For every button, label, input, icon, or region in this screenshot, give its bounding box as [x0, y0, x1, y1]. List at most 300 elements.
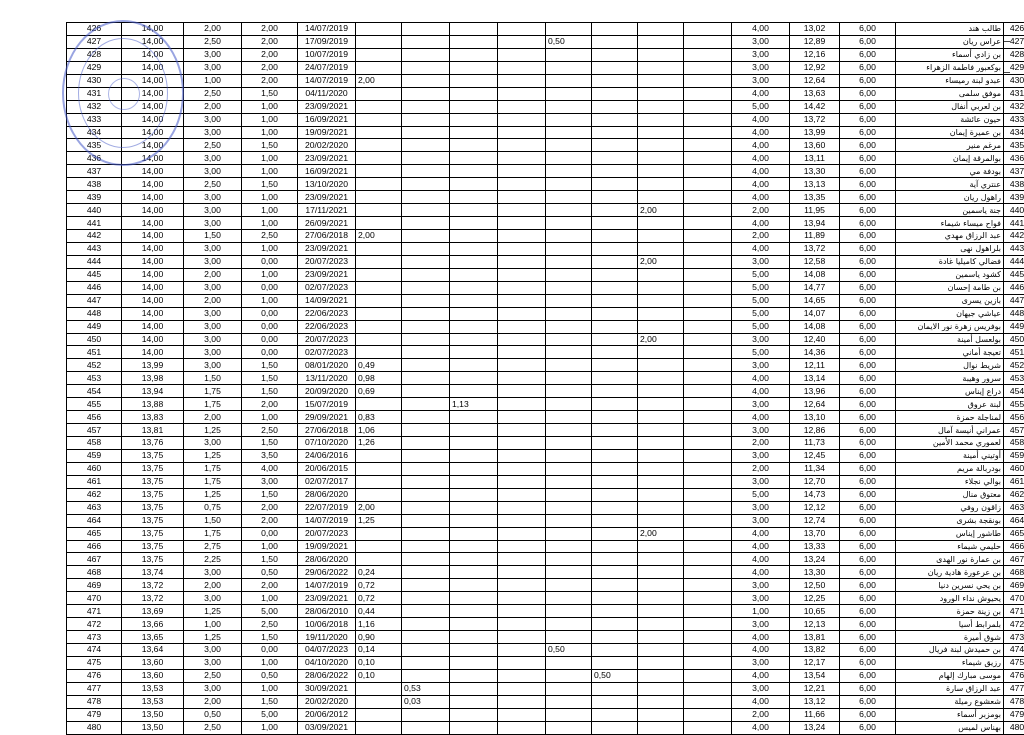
table-cell: 4,00: [732, 695, 790, 708]
table-cell: 14,00: [122, 23, 184, 36]
table-cell: [498, 424, 546, 437]
table-cell: [546, 514, 592, 527]
table-cell: [592, 721, 638, 734]
table-cell: [356, 113, 402, 126]
table-cell: 13,24: [790, 553, 840, 566]
table-cell: [498, 527, 546, 540]
table-cell: [638, 87, 684, 100]
table-cell: [498, 682, 546, 695]
table-cell: [450, 139, 498, 152]
table-cell: 443: [67, 242, 122, 255]
table-cell: [684, 191, 732, 204]
table-cell: [592, 191, 638, 204]
table-cell: 2,00: [638, 204, 684, 217]
table-cell: 13,24: [790, 721, 840, 734]
table-cell: 462: [1004, 488, 1024, 501]
table-cell: [450, 281, 498, 294]
table-cell: 14,42: [790, 100, 840, 113]
table-cell: 13,12: [790, 695, 840, 708]
table-cell: 13,75: [122, 449, 184, 462]
table-cell: [638, 708, 684, 721]
table-cell: [638, 307, 684, 320]
table-cell: 427: [1004, 35, 1024, 48]
table-cell: 14,36: [790, 346, 840, 359]
table-cell: 12,86: [790, 424, 840, 437]
table-cell: [402, 372, 450, 385]
table-cell: بومزبر أسماء: [896, 708, 1004, 721]
table-cell: 28/06/2010: [298, 605, 356, 618]
table-cell: [402, 514, 450, 527]
table-cell: [592, 501, 638, 514]
table-cell: [592, 644, 638, 657]
table-cell: 13,96: [790, 385, 840, 398]
table-cell: 6,00: [840, 514, 896, 527]
table-cell: [684, 139, 732, 152]
table-cell: [498, 126, 546, 139]
table-cell: 12,50: [790, 579, 840, 592]
table-cell: [498, 475, 546, 488]
table-cell: [546, 48, 592, 61]
table-cell: 3,00: [732, 424, 790, 437]
table-cell: 6,00: [840, 178, 896, 191]
table-cell: 14,00: [122, 320, 184, 333]
table-cell: [684, 320, 732, 333]
table-cell: [546, 204, 592, 217]
table-cell: 11,89: [790, 230, 840, 243]
table-cell: بن طامة إحسان: [896, 281, 1004, 294]
table-cell: 13,69: [122, 605, 184, 618]
table-cell: [498, 631, 546, 644]
table-cell: [402, 320, 450, 333]
table-cell: 1,75: [184, 385, 242, 398]
table-cell: زاقون روفي: [896, 501, 1004, 514]
margin-tick: [1004, 41, 1010, 42]
table-cell: [638, 242, 684, 255]
table-cell: [498, 333, 546, 346]
table-cell: 0,00: [242, 644, 298, 657]
table-row: [67, 475, 1024, 488]
table-cell: [592, 592, 638, 605]
table-cell: 1,00: [242, 126, 298, 139]
table-cell: [546, 152, 592, 165]
table-cell: [592, 87, 638, 100]
table-cell: [592, 359, 638, 372]
table-cell: [402, 708, 450, 721]
table-cell: جنة ياسمين: [896, 204, 1004, 217]
table-cell: 1,00: [184, 618, 242, 631]
table-cell: 2,00: [242, 579, 298, 592]
table-cell: 429: [67, 61, 122, 74]
ranking-table: [66, 22, 1024, 735]
table-cell: [592, 35, 638, 48]
table-cell: [356, 721, 402, 734]
table-cell: 460: [1004, 462, 1024, 475]
table-cell: 3,00: [732, 475, 790, 488]
table-cell: 6,00: [840, 398, 896, 411]
table-cell: 14,65: [790, 294, 840, 307]
table-cell: [498, 113, 546, 126]
table-cell: 479: [67, 708, 122, 721]
table-cell: 3,00: [732, 359, 790, 372]
table-cell: 29/09/2021: [298, 411, 356, 424]
table-cell: [546, 255, 592, 268]
table-cell: 428: [1004, 48, 1024, 61]
table-cell: 28/06/2020: [298, 553, 356, 566]
table-row: [67, 74, 1024, 87]
table-cell: [684, 605, 732, 618]
table-cell: [356, 126, 402, 139]
table-cell: 6,00: [840, 255, 896, 268]
table-cell: 0,10: [356, 656, 402, 669]
table-cell: 476: [1004, 669, 1024, 682]
table-cell: 3,00: [732, 501, 790, 514]
table-cell: 1,00: [242, 191, 298, 204]
table-cell: 1,00: [242, 656, 298, 669]
table-cell: [356, 48, 402, 61]
table-cell: [356, 139, 402, 152]
table-cell: [356, 61, 402, 74]
table-cell: 6,00: [840, 165, 896, 178]
table-cell: [546, 682, 592, 695]
table-cell: 1,75: [184, 475, 242, 488]
table-cell: [498, 372, 546, 385]
table-cell: 13,94: [790, 217, 840, 230]
table-row: [67, 307, 1024, 320]
table-cell: 1,50: [242, 631, 298, 644]
table-cell: 4,00: [732, 566, 790, 579]
table-cell: 438: [1004, 178, 1024, 191]
table-cell: 20/06/2012: [298, 708, 356, 721]
table-cell: 3,00: [732, 656, 790, 669]
table-cell: بوالي نجلاء: [896, 475, 1004, 488]
table-cell: 1,50: [242, 437, 298, 450]
table-cell: 464: [67, 514, 122, 527]
table-cell: 463: [1004, 501, 1024, 514]
table-cell: 465: [1004, 527, 1024, 540]
table-row: [67, 255, 1024, 268]
table-cell: 430: [1004, 74, 1024, 87]
table-cell: [356, 333, 402, 346]
table-cell: فضالي كاميليا غادة: [896, 255, 1004, 268]
table-row: [67, 165, 1024, 178]
table-cell: [356, 527, 402, 540]
table-cell: 14,00: [122, 307, 184, 320]
table-cell: [450, 165, 498, 178]
table-cell: [450, 23, 498, 36]
table-cell: 460: [67, 462, 122, 475]
table-cell: 1,25: [356, 514, 402, 527]
table-cell: [592, 553, 638, 566]
table-cell: بودفة مي: [896, 165, 1004, 178]
table-row: [67, 191, 1024, 204]
table-cell: 3,00: [184, 126, 242, 139]
table-cell: [684, 152, 732, 165]
table-cell: 477: [1004, 682, 1024, 695]
table-cell: 1,25: [184, 449, 242, 462]
table-cell: 13,75: [122, 501, 184, 514]
table-cell: 20/07/2023: [298, 255, 356, 268]
table-cell: 11,95: [790, 204, 840, 217]
table-cell: 455: [67, 398, 122, 411]
table-cell: 2,00: [184, 411, 242, 424]
table-cell: 6,00: [840, 475, 896, 488]
table-cell: [402, 618, 450, 631]
table-cell: بهناس لميس: [896, 721, 1004, 734]
table-cell: [498, 74, 546, 87]
table-cell: 08/01/2020: [298, 359, 356, 372]
table-cell: [356, 553, 402, 566]
table-cell: سرور وهيبة: [896, 372, 1004, 385]
table-cell: [684, 695, 732, 708]
table-cell: 3,00: [732, 592, 790, 605]
table-cell: [546, 178, 592, 191]
table-cell: 6,00: [840, 540, 896, 553]
table-cell: [450, 437, 498, 450]
table-cell: [498, 48, 546, 61]
table-cell: 6,00: [840, 126, 896, 139]
table-cell: 467: [1004, 553, 1024, 566]
table-cell: 428: [67, 48, 122, 61]
table-cell: [498, 268, 546, 281]
table-cell: 0,00: [242, 346, 298, 359]
table-cell: 5,00: [732, 281, 790, 294]
table-row: [67, 35, 1024, 48]
table-cell: [592, 217, 638, 230]
table-cell: [498, 385, 546, 398]
table-cell: 29/06/2022: [298, 566, 356, 579]
table-cell: 445: [1004, 268, 1024, 281]
table-cell: [356, 23, 402, 36]
table-cell: 429: [1004, 61, 1024, 74]
table-cell: [684, 230, 732, 243]
table-cell: 6,00: [840, 618, 896, 631]
table-cell: [498, 139, 546, 152]
table-cell: [402, 566, 450, 579]
table-row: [67, 514, 1024, 527]
table-cell: 1,00: [242, 540, 298, 553]
table-cell: [592, 320, 638, 333]
table-cell: [684, 204, 732, 217]
table-cell: [684, 281, 732, 294]
table-cell: 438: [67, 178, 122, 191]
table-cell: [450, 514, 498, 527]
table-cell: 6,00: [840, 437, 896, 450]
table-cell: [638, 618, 684, 631]
table-cell: راهول ريان: [896, 191, 1004, 204]
table-cell: بن زينة حمزة: [896, 605, 1004, 618]
table-cell: 4,00: [732, 165, 790, 178]
table-cell: [450, 87, 498, 100]
table-cell: 3,00: [732, 618, 790, 631]
table-cell: [498, 398, 546, 411]
table-cell: [684, 268, 732, 281]
table-cell: 451: [67, 346, 122, 359]
table-cell: [546, 281, 592, 294]
table-cell: [638, 605, 684, 618]
table-cell: 20/02/2020: [298, 139, 356, 152]
table-cell: 2,50: [184, 139, 242, 152]
table-cell: 1,00: [732, 605, 790, 618]
table-cell: طاشور إيناس: [896, 527, 1004, 540]
table-cell: 13,70: [790, 527, 840, 540]
table-cell: شعشوع رميلة: [896, 695, 1004, 708]
table-cell: 6,00: [840, 87, 896, 100]
table-cell: 1,00: [242, 100, 298, 113]
table-row: [67, 592, 1024, 605]
table-cell: 14,00: [122, 139, 184, 152]
table-cell: 6,00: [840, 385, 896, 398]
table-cell: 14,00: [122, 268, 184, 281]
table-cell: 6,00: [840, 100, 896, 113]
table-cell: [498, 514, 546, 527]
table-cell: 1,00: [242, 204, 298, 217]
table-cell: بلراهول نهى: [896, 242, 1004, 255]
table-row: [67, 424, 1024, 437]
table-cell: 0,69: [356, 385, 402, 398]
table-cell: [592, 152, 638, 165]
table-cell: 04/10/2020: [298, 656, 356, 669]
table-cell: [592, 656, 638, 669]
table-cell: 0,72: [356, 579, 402, 592]
table-cell: 466: [1004, 540, 1024, 553]
table-cell: [684, 669, 732, 682]
table-cell: 14/07/2019: [298, 579, 356, 592]
table-cell: [498, 217, 546, 230]
table-cell: [498, 35, 546, 48]
table-cell: [546, 695, 592, 708]
table-cell: 2,50: [184, 669, 242, 682]
table-cell: 1,50: [242, 359, 298, 372]
table-cell: 2,00: [638, 255, 684, 268]
table-cell: 430: [67, 74, 122, 87]
table-cell: [402, 424, 450, 437]
table-cell: [402, 411, 450, 424]
table-cell: [402, 139, 450, 152]
table-cell: 3,00: [184, 656, 242, 669]
table-cell: [546, 113, 592, 126]
table-cell: أوتيني أمينة: [896, 449, 1004, 462]
table-cell: 2,25: [184, 553, 242, 566]
table-cell: شريط نوال: [896, 359, 1004, 372]
table-cell: 1,00: [242, 165, 298, 178]
table-cell: [450, 449, 498, 462]
table-cell: [546, 488, 592, 501]
table-cell: [638, 501, 684, 514]
table-cell: 22/06/2023: [298, 307, 356, 320]
table-cell: [402, 656, 450, 669]
table-cell: تعيجة أماني: [896, 346, 1004, 359]
table-cell: [684, 48, 732, 61]
table-cell: 433: [67, 113, 122, 126]
table-cell: [546, 191, 592, 204]
table-cell: 2,50: [242, 230, 298, 243]
table-cell: 11,34: [790, 462, 840, 475]
table-cell: 2,00: [242, 23, 298, 36]
table-cell: [450, 204, 498, 217]
table-cell: 458: [1004, 437, 1024, 450]
table-cell: [450, 320, 498, 333]
table-cell: 24/06/2016: [298, 449, 356, 462]
table-cell: [402, 488, 450, 501]
table-cell: 1,00: [242, 268, 298, 281]
table-cell: 2,00: [732, 230, 790, 243]
table-cell: [684, 514, 732, 527]
table-cell: [638, 268, 684, 281]
table-cell: 13,72: [122, 579, 184, 592]
table-cell: [450, 411, 498, 424]
table-cell: [402, 74, 450, 87]
table-cell: بن لعربي أنفال: [896, 100, 1004, 113]
table-cell: 2,50: [184, 87, 242, 100]
table-cell: [402, 721, 450, 734]
table-cell: [684, 87, 732, 100]
table-cell: [402, 437, 450, 450]
table-cell: 22/07/2019: [298, 501, 356, 514]
table-cell: 14,00: [122, 281, 184, 294]
table-cell: 4,00: [732, 178, 790, 191]
table-cell: 13,75: [122, 462, 184, 475]
table-cell: 12,16: [790, 48, 840, 61]
table-cell: رزيق شيماء: [896, 656, 1004, 669]
table-row: [67, 294, 1024, 307]
table-cell: [402, 165, 450, 178]
table-cell: [402, 553, 450, 566]
table-row: [67, 437, 1024, 450]
table-cell: 6,00: [840, 411, 896, 424]
table-cell: 470: [1004, 592, 1024, 605]
table-cell: [638, 385, 684, 398]
table-cell: [638, 475, 684, 488]
table-cell: [450, 100, 498, 113]
table-cell: 3,00: [184, 152, 242, 165]
table-cell: [498, 320, 546, 333]
table-cell: [592, 48, 638, 61]
table-cell: 4,00: [732, 139, 790, 152]
table-cell: [402, 113, 450, 126]
table-cell: 13,60: [122, 669, 184, 682]
table-cell: 5,00: [732, 320, 790, 333]
table-row: [67, 695, 1024, 708]
table-cell: [498, 242, 546, 255]
table-cell: 13,81: [790, 631, 840, 644]
table-cell: 445: [67, 268, 122, 281]
table-cell: 6,00: [840, 320, 896, 333]
table-cell: 5,00: [732, 488, 790, 501]
table-cell: [450, 618, 498, 631]
table-cell: [546, 398, 592, 411]
table-cell: [638, 411, 684, 424]
table-cell: 439: [1004, 191, 1024, 204]
table-cell: 435: [67, 139, 122, 152]
table-cell: 3,00: [184, 204, 242, 217]
table-cell: [546, 359, 592, 372]
table-cell: 1,25: [184, 605, 242, 618]
table-cell: 6,00: [840, 217, 896, 230]
table-cell: 14,00: [122, 294, 184, 307]
table-cell: [356, 462, 402, 475]
table-cell: [592, 165, 638, 178]
table-cell: [402, 501, 450, 514]
table-cell: [684, 217, 732, 230]
table-cell: [546, 540, 592, 553]
table-cell: [450, 191, 498, 204]
table-cell: [592, 605, 638, 618]
table-cell: 447: [67, 294, 122, 307]
table-cell: [450, 708, 498, 721]
table-cell: 6,00: [840, 372, 896, 385]
table-cell: 14,00: [122, 35, 184, 48]
table-cell: 6,00: [840, 113, 896, 126]
